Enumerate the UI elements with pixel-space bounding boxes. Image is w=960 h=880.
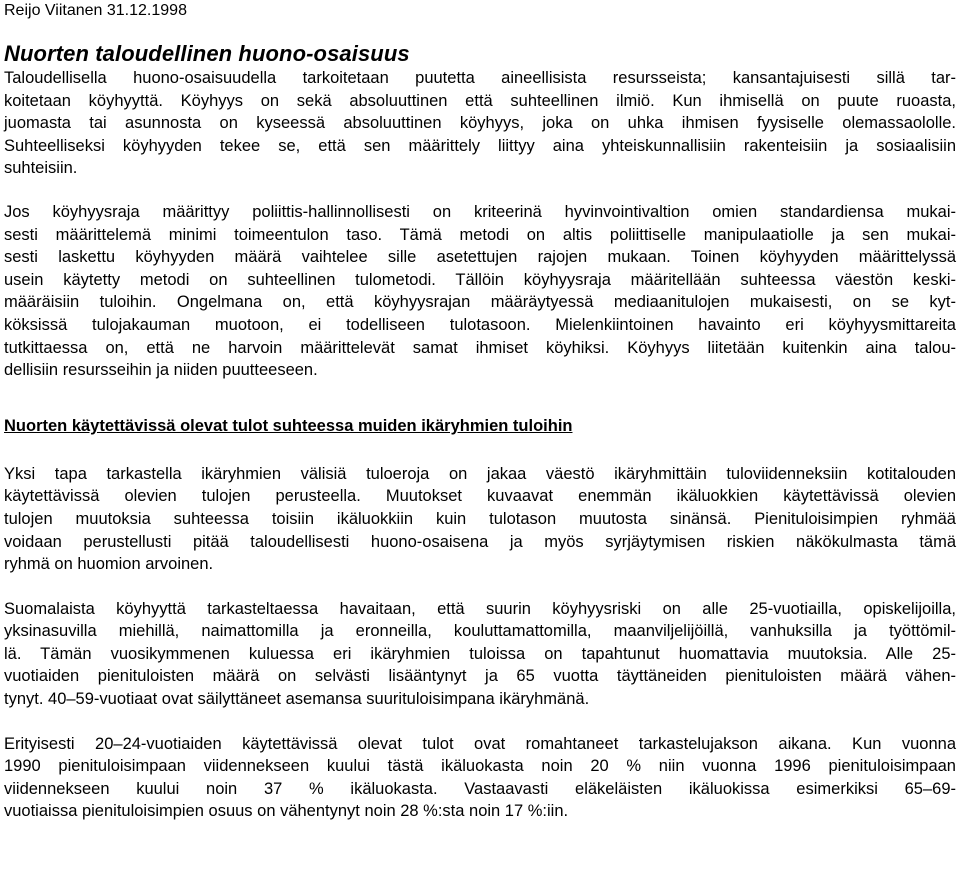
paragraph-line: tulojen muutoksia suhteessa toisiin ikäluokkiin kuin tulotason muutosta sinänsä. Pienituloisimpien ryhmää <box>4 509 956 528</box>
paragraph-line: Suomalaista köyhyyttä tarkasteltaessa havaitaan, että suurin köyhyysriski on alle 25-vuotiailla, opiskelijoilla, <box>4 599 956 618</box>
paragraph-line: Suhteelliseksi köyhyyden tekee se, että sen määrittely liittyy aina yhteiskunnallisiin rakenteisiin ja sosiaalisiin <box>4 136 956 155</box>
paragraph-income-quintiles <box>4 463 956 576</box>
paragraph-poverty-risk <box>4 598 956 711</box>
paragraph-line: yksinasuvilla miehillä, naimattomilla ja eronneilla, kouluttamattomilla, maanviljelijöillä, vanhuksilla ja työttömil- <box>4 622 956 641</box>
paragraph-line: usein käytetty metodi on suhteellinen tulometodi. Tällöin köyhyysraja määritellään suhteessa väestön keski- <box>4 270 956 289</box>
paragraph-line: Erityisesti 20–24-vuotiaiden käytettävissä olevat tulot ovat romahtaneet tarkastelujakson aikana. Kun vuonna <box>4 734 956 753</box>
paragraph-line: viidennekseen kuului noin 37 % ikäluokasta. Vastaavasti eläkeläisten ikäluokissa esimerkiksi 65–69- <box>4 779 956 798</box>
paragraph-line: käytettävissä olevien tulojen perusteella. Muutokset kuvaavat enemmän ikäluokkien käytettävissä olevien <box>4 487 956 506</box>
paragraph-poverty-line <box>4 201 956 382</box>
paragraph-line: tutkittaessa on, että ne harvoin määrittelevät samat ihmiset köyhiksi. Köyhyys liitetään kuitenkin aina talou- <box>4 338 956 357</box>
paragraph-line: suhteisiin. <box>4 159 78 178</box>
paragraph-line: Yksi tapa tarkastella ikäryhmien välisiä tuloeroja on jakaa väestö ikäryhmittäin tuloviidenneksiin kotitalouden <box>4 464 956 483</box>
section-heading: Nuorten käytettävissä olevat tulot suhteessa muiden ikäryhmien tuloihin <box>4 416 573 435</box>
paragraph-line: ryhmä on huomion arvoinen. <box>4 555 214 574</box>
paragraph-line: vuotiaissa pienituloisimpien osuus on vähentynyt noin 28 %:sta noin 17 %:iin. <box>4 802 569 821</box>
paragraph-line: Jos köyhyysraja määrittyy poliittis-hallinnollisesti on kriteerinä hyvinvointivaltion omien standardiensa mukai- <box>4 202 956 221</box>
paragraph-definition <box>4 67 956 180</box>
paragraph-age-20-24 <box>4 733 956 823</box>
paragraph-line: määräisiin tuloihin. Ongelmana on, että köyhyysrajan määräytyessä mediaanitulojen mukaisesti, on se kyt- <box>4 293 956 312</box>
paragraph-line: vuotiaiden pienituloisten määrä on selvästi lisääntynyt ja 65 vuotta täyttäneiden pienituloisten määrä vähen- <box>4 667 956 686</box>
paragraph-line: juomasta tai asunnosta on kyseessä absoluuttinen köyhyys, joka on uhka ihmisen fyysiselle olemassaololle. <box>4 114 956 133</box>
paragraph-line: sesti määrittelemä minimi toimeentulon taso. Tämä metodi on altis poliittiselle manipulaatiolle ja sen mukai- <box>4 225 956 244</box>
paragraph-line: Taloudellisella huono-osaisuudella tarkoitetaan puutetta aineellisista resursseista; kansantajuisesti sillä tar- <box>4 69 956 87</box>
paragraph-line: dellisiin resursseihin ja niiden puutteeseen. <box>4 361 318 380</box>
document-page <box>4 0 956 823</box>
paragraph-line: koitetaan köyhyyttä. Köyhyys on sekä absoluuttinen että suhteellinen ilmiö. Kun ihmisellä on puute ruoasta, <box>4 91 956 110</box>
paragraph-line: köksissä tulojakauman muotoon, ei todelliseen tulotasoon. Mielenkiintoinen havainto eri köyhyysmittareita <box>4 315 956 334</box>
paragraph-line: lä. Tämän vuosikymmenen kuluessa eri ikäryhmien tuloissa on tapahtunut huomattavia muutoksia. Alle 25- <box>4 644 956 663</box>
paragraph-line: voidaan perustellusti pitää taloudellisesti huono-osaisena ja myös syrjäytymisen riskien näkökulmasta tämä <box>4 532 956 551</box>
document-header: Reijo Viitanen 31.12.1998 <box>4 2 187 19</box>
paragraph-line: sesti laskettu köyhyyden määrä vaihtelee sille asetettujen rajojen mukaan. Toinen köyhyyden määrittelyssä <box>4 248 956 267</box>
document-title: Nuorten taloudellinen huono-osaisuus <box>4 41 410 66</box>
paragraph-line: tynyt. 40–59-vuotiaat ovat säilyttäneet asemansa suurituloisimpana ikäryhmänä. <box>4 690 590 709</box>
paragraph-line: 1990 pienituloisimpaan viidennekseen kuului tästä ikäluokasta noin 20 % niin vuonna 1996 pienituloisimpaan <box>4 757 956 776</box>
